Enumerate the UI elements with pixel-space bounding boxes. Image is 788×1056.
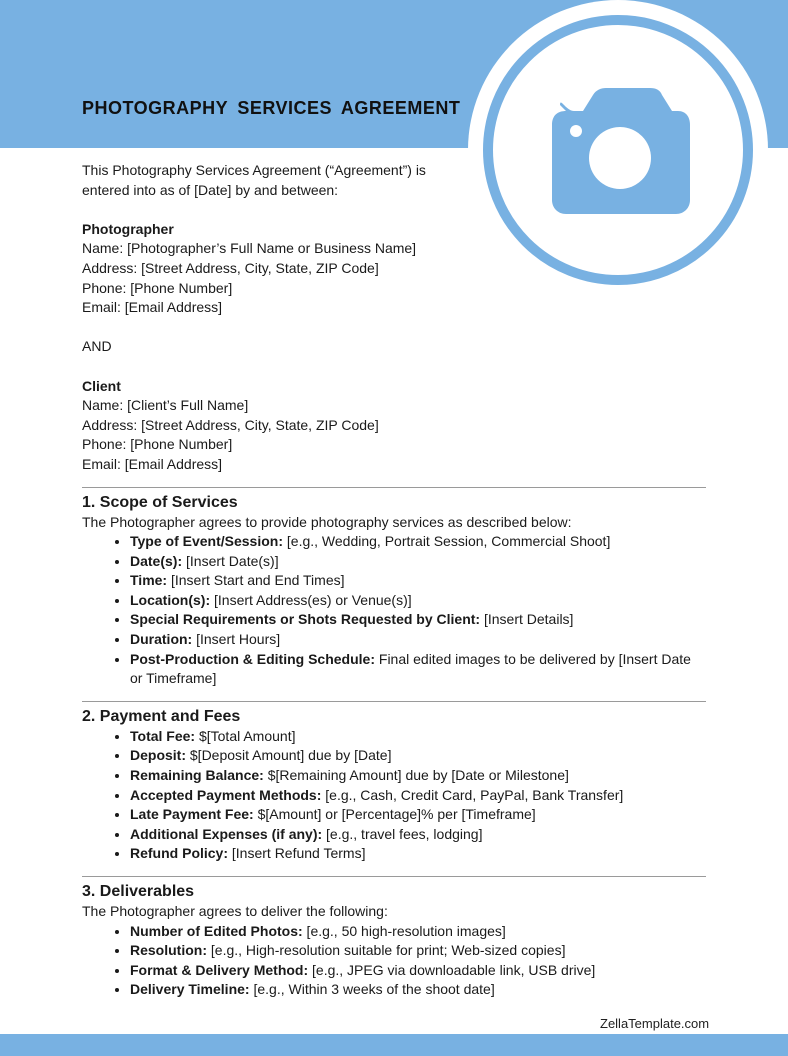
list-item: • Type of Event/Session: [e.g., Wedding, Portrait Session, Commercial Shoot] [130, 532, 706, 552]
list-item: • Refund Policy: [Insert Refund Terms] [130, 844, 706, 864]
list-item: • Number of Edited Photos: [e.g., 50 high-resolution images] [130, 922, 706, 942]
deliverables-list [82, 922, 706, 1000]
list-item: • Duration: [Insert Hours] [130, 630, 706, 650]
agreement-body [82, 161, 706, 1000]
client-phone: Phone: [Phone Number] [82, 436, 233, 453]
list-item: • Time: [Insert Start and End Times] [130, 571, 706, 591]
and-text: AND [82, 338, 112, 355]
client-name: Name: [Client’s Full Name] [82, 397, 249, 414]
section-heading: 3. Deliverables [82, 883, 195, 900]
footer-band [0, 1034, 788, 1056]
page-title: PHOTOGRAPHY SERVICES AGREEMENT [82, 98, 461, 118]
section-heading: 1. Scope of Services [82, 493, 238, 511]
list-item: • Remaining Balance: $[Remaining Amount] due by [Date or Milestone] [130, 766, 706, 786]
list-item: • Post-Production & Editing Schedule: Final edited images to be delivered by [Insert Date or Timeframe] [130, 650, 706, 689]
client-address: Address: [Street Address, City, State, ZIP Code] [82, 416, 379, 433]
section-intro: The Photographer agrees to provide photography services as described below: [82, 513, 572, 530]
client-heading: Client [82, 377, 121, 394]
footer-brand[interactable]: ZellaTemplate.com [600, 1016, 710, 1031]
photographer-heading: Photographer [82, 220, 174, 237]
section-scope [82, 487, 706, 689]
section-intro: The Photographer agrees to deliver the following: [82, 903, 388, 919]
payment-list [82, 727, 706, 864]
list-item: • Delivery Timeline: [e.g., Within 3 weeks of the shoot date] [130, 980, 706, 1000]
photographer-address: Address: [Street Address, City, State, ZIP Code] [82, 259, 379, 276]
photographer-name: Name: [Photographer’s Full Name or Business Name] [82, 240, 417, 257]
section-deliverables [82, 876, 706, 1000]
intro-line: This Photography Services Agreement (“Agreement”) is [82, 162, 426, 178]
list-item: • Location(s): [Insert Address(es) or Venue(s)] [130, 591, 706, 611]
list-item: • Late Payment Fee: $[Amount] or [Percentage]% per [Timeframe] [130, 805, 706, 825]
intro-line: entered into as of [Date] by and between: [82, 181, 339, 198]
section-payment [82, 701, 706, 864]
photographer-email: Email: [Email Address] [82, 299, 223, 316]
list-item: • Total Fee: $[Total Amount] [130, 727, 706, 747]
list-item: • Resolution: [e.g., High-resolution suitable for print; Web-sized copies] [130, 941, 706, 961]
photographer-phone: Phone: [Phone Number] [82, 279, 233, 296]
scope-list [82, 532, 706, 689]
list-item: • Accepted Payment Methods: [e.g., Cash, Credit Card, PayPal, Bank Transfer] [130, 786, 706, 806]
section-heading: 2. Payment and Fees [82, 707, 241, 725]
client-email: Email: [Email Address] [82, 455, 223, 472]
list-item: • Deposit: $[Deposit Amount] due by [Date] [130, 746, 706, 766]
list-item: • Format & Delivery Method: [e.g., JPEG via downloadable link, USB drive] [130, 961, 706, 981]
list-item: • Additional Expenses (if any): [e.g., travel fees, lodging] [130, 825, 706, 845]
list-item: • Date(s): [Insert Date(s)] [130, 552, 706, 572]
list-item: • Special Requirements or Shots Requested by Client: [Insert Details] [130, 610, 706, 630]
